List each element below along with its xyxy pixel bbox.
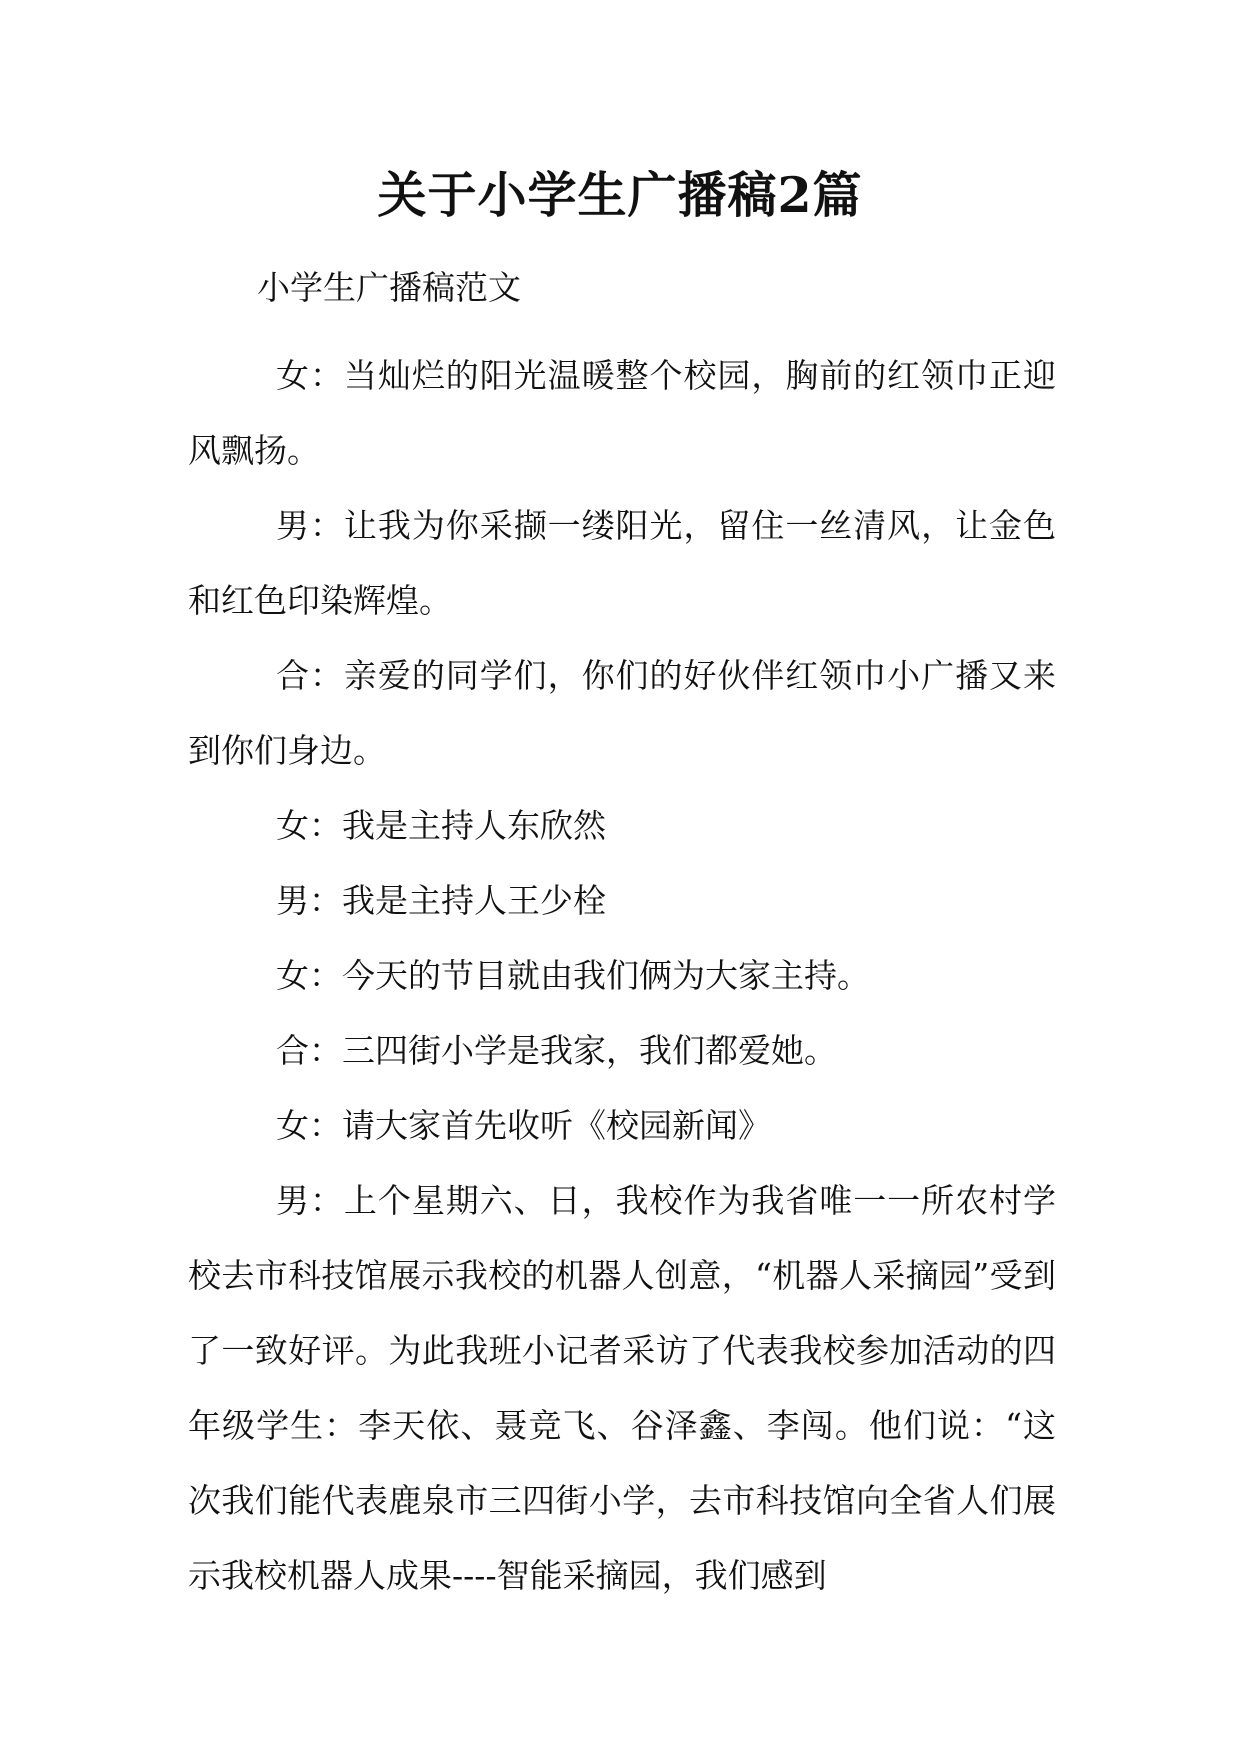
paragraph: 女：当灿烂的阳光温暖整个校园，胸前的红领巾正迎风飘扬。 xyxy=(188,356,1056,470)
document-title: 关于小学生广播稿2篇 xyxy=(377,166,863,224)
paragraph: 合：亲爱的同学们，你们的好伙伴红领巾小广播又来到你们身边。 xyxy=(188,656,1056,770)
paragraph: 女：我是主持人东欣然 xyxy=(276,806,606,845)
paragraph: 合：三四街小学是我家，我们都爱她。 xyxy=(276,1031,837,1070)
paragraph: 女：请大家首先收听《校园新闻》 xyxy=(276,1106,771,1145)
paragraph: 男：上个星期六、日，我校作为我省唯一一所农村学校去市科技馆展示我校的机器人创意，“机器人采摘园”受到了一致好评。为此我班小记者采访了代表我校参加活动的四年级学生：李天依、聂竞飞、谷泽鑫、李闯。他们说：“这次我们能代表鹿泉市三四街小学，去市科技馆向全省人们展示我校机器人成果----智能采摘园，我们感到 xyxy=(188,1181,1056,1595)
paragraph: 男：我是主持人王少栓 xyxy=(276,881,606,920)
document-subtitle: 小学生广播稿范文 xyxy=(257,268,521,307)
paragraph: 男：让我为你采撷一缕阳光，留住一丝清风，让金色和红色印染辉煌。 xyxy=(188,506,1056,620)
document-body xyxy=(188,338,1056,1613)
paragraph: 女：今天的节目就由我们俩为大家主持。 xyxy=(276,956,870,995)
